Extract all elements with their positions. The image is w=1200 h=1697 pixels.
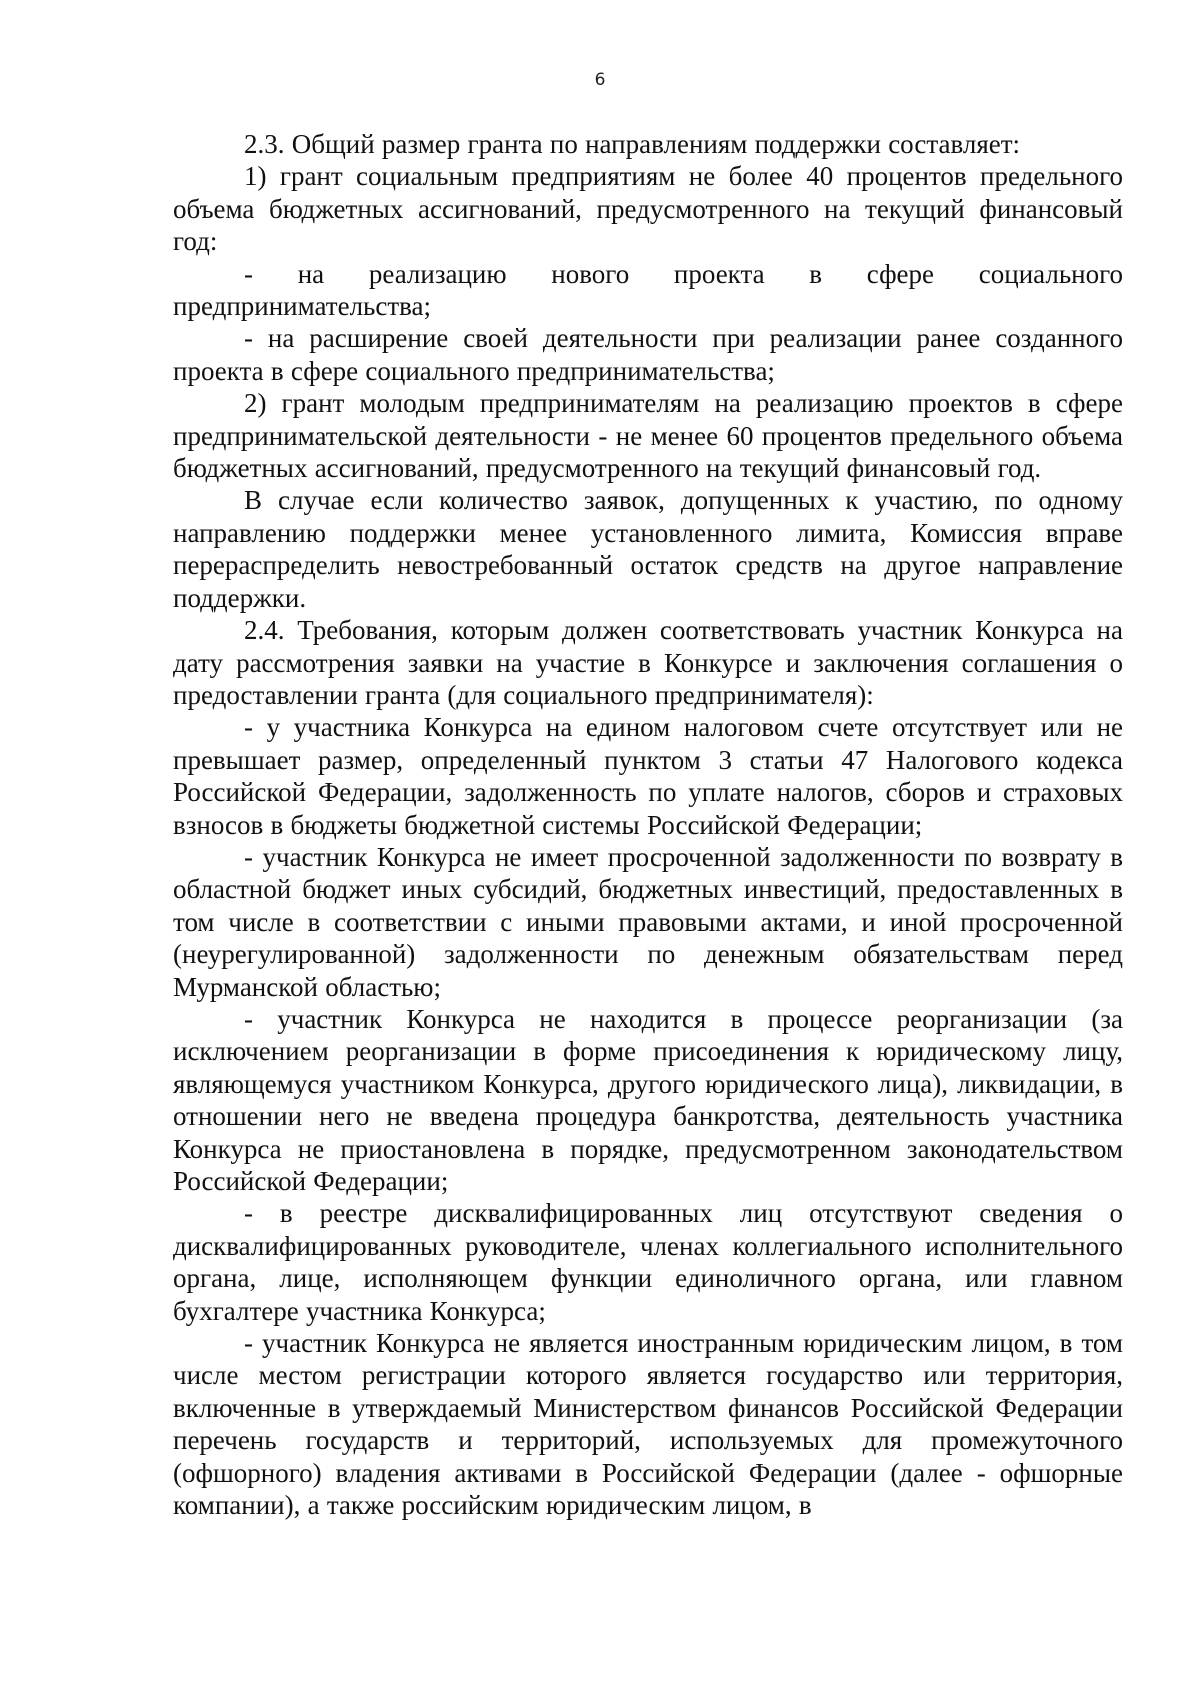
paragraph-foreign-entity: - участник Конкурса не является иностранным юридическим лицом, в том числе местом регистрации которого является государство или территория, включенные в утверждаемый Министерством финансов Российской Федерации перечень государств и территорий, используемых для промежуточного (офшорного) владения активами в Российской Федерации (далее - офшорные компании), а также российским юридическим лицом, в (173, 1328, 1123, 1521)
paragraph-tax-debt: - у участника Конкурса на едином налоговом счете отсутствует или не превышает размер, определенный пунктом 3 статьи 47 Налогового кодекса Российской Федерации, задолженность по уплате налогов, сборов и страховых взносов в бюджеты бюджетной системы Российской Федерации; (173, 712, 1123, 840)
paragraph-2-4-requirements: 2.4. Требования, которым должен соответствовать участник Конкурса на дату рассмотрения заявки на участие в Конкурсе и заключения соглашения о предоставлении гранта (для социального предпринимателя): (173, 615, 1123, 710)
paragraph-new-project: - на реализацию нового проекта в сфере социального предпринимательства; (173, 258, 1123, 322)
document-body (173, 128, 1123, 1521)
paragraph-grant-social-enterprises: 1) грант социальным предприятиям не более 40 процентов предельного объема бюджетных ассигнований, предусмотренного на текущий финансовый год: (173, 161, 1123, 257)
paragraph-reorganization: - участник Конкурса не находится в процессе реорганизации (за исключением реорганизации в форме присоединения к юридическому лицу, являющемуся участником Конкурса, другого юридического лица), ликвидации, в отношении него не введена процедура банкротства, деятельность участника Конкурса не приостановлена в порядке, предусмотренном законодательством Российской Федерации; (173, 1003, 1123, 1196)
paragraph-redistribution: В случае если количество заявок, допущенных к участию, по одному направлению поддержки менее установленного лимита, Комиссия вправе перераспределить невостребованный остаток средств на другое направление поддержки. (173, 485, 1123, 613)
paragraph-expansion: - на расширение своей деятельности при реализации ранее созданного проекта в сфере социального предпринимательства; (173, 323, 1123, 386)
paragraph-overdue-debt: - участник Конкурса не имеет просроченной задолженности по возврату в областной бюджет иных субсидий, бюджетных инвестиций, предоставленных в том числе в соответствии с иными правовыми актами, и иной просроченной (неурегулированной) задолженности по денежным обязательствам перед Мурманской областью; (173, 841, 1123, 1002)
paragraph-grant-young-entrepreneurs: 2) грант молодым предпринимателям на реализацию проектов в сфере предпринимательской деятельности - не менее 60 процентов предельного объема бюджетных ассигнований, предусмотренного на текущий финансовый год. (173, 388, 1123, 484)
paragraph-disqualified-persons: - в реестре дисквалифицированных лиц отсутствуют сведения о дисквалифицированных руководителе, членах коллегиального исполнительного органа, лице, исполняющем функции единоличного органа, или главном бухгалтере участника Конкурса; (173, 1198, 1123, 1326)
paragraph-2-3-heading: 2.3. Общий размер гранта по направлениям поддержки составляет: (244, 129, 1021, 159)
page-number: 6 (594, 70, 606, 90)
